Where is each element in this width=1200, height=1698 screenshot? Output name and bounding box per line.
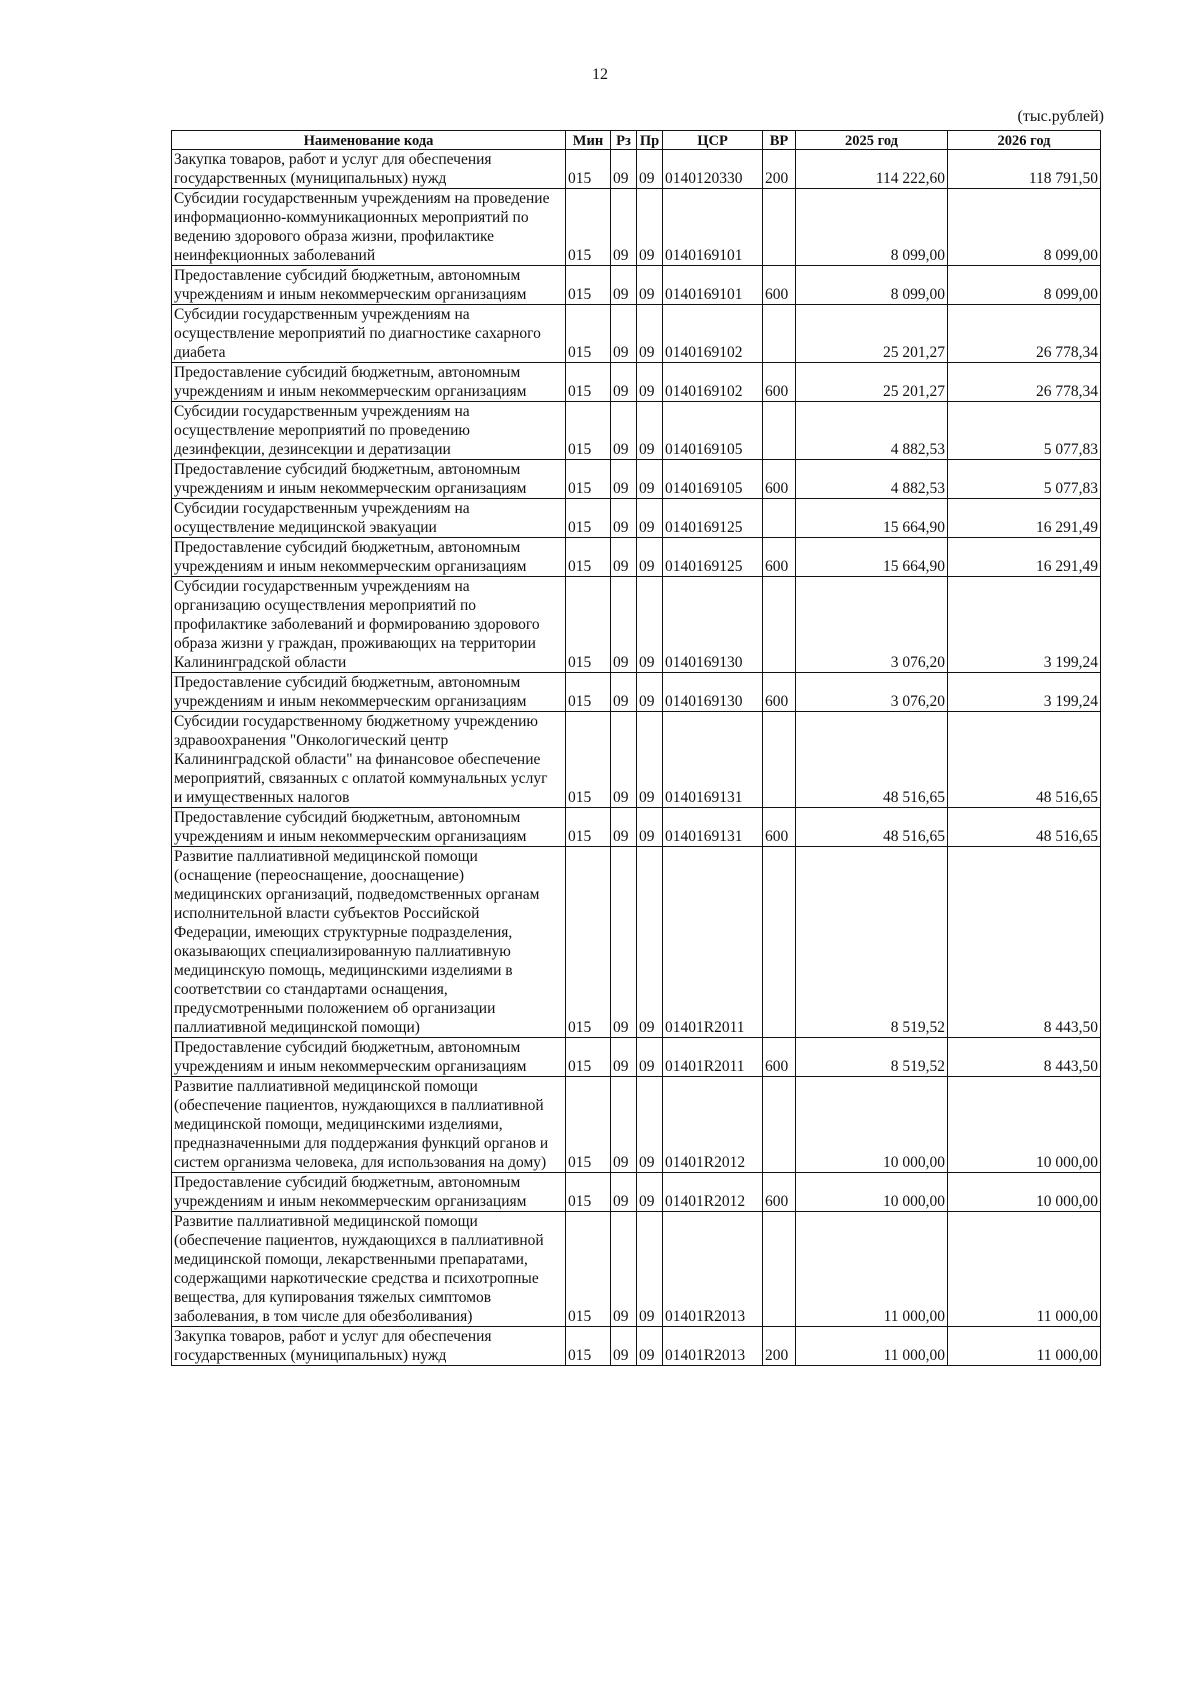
cell-pr: 09 bbox=[637, 847, 663, 1038]
table-header-row bbox=[172, 131, 1101, 150]
cell-pr: 09 bbox=[637, 402, 663, 460]
cell-min: 015 bbox=[566, 363, 611, 402]
cell-pr: 09 bbox=[637, 305, 663, 363]
cell-vr bbox=[763, 305, 796, 363]
cell-2025: 15 664,90 bbox=[796, 499, 948, 538]
cell-rz: 09 bbox=[611, 150, 637, 189]
cell-min: 015 bbox=[566, 189, 611, 266]
table-row bbox=[172, 1173, 1101, 1212]
cell-name: Субсидии государственным учреждениям на осуществление мероприятий по проведению дезинфекции, дезинсекции и дератизации bbox=[172, 402, 566, 460]
cell-csr: 01401R2012 bbox=[663, 1173, 763, 1212]
page-number: 12 bbox=[592, 66, 608, 83]
cell-csr: 0140169102 bbox=[663, 363, 763, 402]
table-row bbox=[172, 673, 1101, 712]
cell-2026: 10 000,00 bbox=[948, 1173, 1101, 1212]
cell-vr: 200 bbox=[763, 1327, 796, 1366]
cell-2026: 8 099,00 bbox=[948, 266, 1101, 305]
cell-name: Субсидии государственным учреждениям на проведение информационно-коммуникационных мероприятий по ведению здорового образа жизни, профилактике неинфекционных заболеваний bbox=[172, 189, 566, 266]
cell-vr: 600 bbox=[763, 1173, 796, 1212]
cell-2026: 11 000,00 bbox=[948, 1327, 1101, 1366]
cell-min: 015 bbox=[566, 266, 611, 305]
cell-name: Предоставление субсидий бюджетным, автономным учреждениям и иным некоммерческим организациям bbox=[172, 266, 566, 305]
cell-min: 015 bbox=[566, 1327, 611, 1366]
cell-vr: 600 bbox=[763, 363, 796, 402]
cell-vr: 600 bbox=[763, 538, 796, 577]
budget-table bbox=[171, 130, 1101, 1366]
cell-2026: 10 000,00 bbox=[948, 1077, 1101, 1173]
cell-vr bbox=[763, 499, 796, 538]
cell-vr: 600 bbox=[763, 266, 796, 305]
cell-name: Закупка товаров, работ и услуг для обеспечения государственных (муниципальных) нужд bbox=[172, 150, 566, 189]
cell-min: 015 bbox=[566, 1077, 611, 1173]
cell-rz: 09 bbox=[611, 363, 637, 402]
cell-2025: 3 076,20 bbox=[796, 673, 948, 712]
cell-2025: 25 201,27 bbox=[796, 363, 948, 402]
cell-vr: 600 bbox=[763, 1038, 796, 1077]
cell-2025: 8 099,00 bbox=[796, 189, 948, 266]
table-row bbox=[172, 1327, 1101, 1366]
table-row bbox=[172, 538, 1101, 577]
cell-pr: 09 bbox=[637, 1038, 663, 1077]
header-name: Наименование кода bbox=[172, 131, 566, 150]
header-vr: ВР bbox=[763, 131, 796, 150]
cell-csr: 01401R2013 bbox=[663, 1327, 763, 1366]
cell-csr: 0140169102 bbox=[663, 305, 763, 363]
cell-min: 015 bbox=[566, 150, 611, 189]
cell-2026: 5 077,83 bbox=[948, 402, 1101, 460]
cell-rz: 09 bbox=[611, 1077, 637, 1173]
units-label: (тыс.рублей) bbox=[1017, 108, 1104, 125]
cell-min: 015 bbox=[566, 460, 611, 499]
cell-csr: 0140169131 bbox=[663, 712, 763, 808]
cell-rz: 09 bbox=[611, 189, 637, 266]
cell-2025: 48 516,65 bbox=[796, 808, 948, 847]
header-min: Мин bbox=[566, 131, 611, 150]
cell-vr: 600 bbox=[763, 808, 796, 847]
cell-csr: 0140169105 bbox=[663, 402, 763, 460]
table-row bbox=[172, 1077, 1101, 1173]
cell-2025: 8 519,52 bbox=[796, 1038, 948, 1077]
cell-2026: 8 099,00 bbox=[948, 189, 1101, 266]
cell-2026: 5 077,83 bbox=[948, 460, 1101, 499]
cell-rz: 09 bbox=[611, 1212, 637, 1327]
cell-vr: 600 bbox=[763, 673, 796, 712]
cell-name: Предоставление субсидий бюджетным, автономным учреждениям и иным некоммерческим организациям bbox=[172, 363, 566, 402]
cell-name: Закупка товаров, работ и услуг для обеспечения государственных (муниципальных) нужд bbox=[172, 1327, 566, 1366]
cell-vr bbox=[763, 1212, 796, 1327]
table-row bbox=[172, 402, 1101, 460]
cell-pr: 09 bbox=[637, 150, 663, 189]
cell-2026: 48 516,65 bbox=[948, 808, 1101, 847]
cell-rz: 09 bbox=[611, 1038, 637, 1077]
cell-2025: 4 882,53 bbox=[796, 402, 948, 460]
cell-2026: 26 778,34 bbox=[948, 363, 1101, 402]
cell-2026: 3 199,24 bbox=[948, 577, 1101, 673]
header-csr: ЦСР bbox=[663, 131, 763, 150]
cell-csr: 0140169130 bbox=[663, 673, 763, 712]
cell-rz: 09 bbox=[611, 1173, 637, 1212]
cell-csr: 0140169105 bbox=[663, 460, 763, 499]
cell-min: 015 bbox=[566, 808, 611, 847]
cell-pr: 09 bbox=[637, 1212, 663, 1327]
table-row bbox=[172, 305, 1101, 363]
cell-2025: 8 099,00 bbox=[796, 266, 948, 305]
cell-min: 015 bbox=[566, 538, 611, 577]
cell-2026: 3 199,24 bbox=[948, 673, 1101, 712]
table-row bbox=[172, 363, 1101, 402]
cell-name: Субсидии государственным учреждениям на осуществление мероприятий по диагностике сахарного диабета bbox=[172, 305, 566, 363]
cell-rz: 09 bbox=[611, 538, 637, 577]
cell-2025: 25 201,27 bbox=[796, 305, 948, 363]
cell-2026: 26 778,34 bbox=[948, 305, 1101, 363]
table-row bbox=[172, 460, 1101, 499]
table-row bbox=[172, 712, 1101, 808]
cell-pr: 09 bbox=[637, 808, 663, 847]
cell-min: 015 bbox=[566, 305, 611, 363]
cell-csr: 01401R2012 bbox=[663, 1077, 763, 1173]
cell-2026: 48 516,65 bbox=[948, 712, 1101, 808]
cell-pr: 09 bbox=[637, 363, 663, 402]
table-row bbox=[172, 808, 1101, 847]
cell-2025: 48 516,65 bbox=[796, 712, 948, 808]
table-row bbox=[172, 189, 1101, 266]
cell-name: Предоставление субсидий бюджетным, автономным учреждениям и иным некоммерческим организациям bbox=[172, 1038, 566, 1077]
cell-pr: 09 bbox=[637, 189, 663, 266]
cell-2026: 16 291,49 bbox=[948, 538, 1101, 577]
table-body bbox=[172, 150, 1101, 1366]
cell-pr: 09 bbox=[637, 460, 663, 499]
cell-csr: 0140120330 bbox=[663, 150, 763, 189]
table-row bbox=[172, 1212, 1101, 1327]
table-row bbox=[172, 499, 1101, 538]
cell-min: 015 bbox=[566, 712, 611, 808]
cell-name: Предоставление субсидий бюджетным, автономным учреждениям и иным некоммерческим организациям bbox=[172, 538, 566, 577]
cell-csr: 01401R2011 bbox=[663, 1038, 763, 1077]
cell-min: 015 bbox=[566, 1038, 611, 1077]
cell-pr: 09 bbox=[637, 1077, 663, 1173]
header-pr: Пр bbox=[637, 131, 663, 150]
cell-min: 015 bbox=[566, 673, 611, 712]
cell-min: 015 bbox=[566, 1173, 611, 1212]
cell-rz: 09 bbox=[611, 460, 637, 499]
cell-rz: 09 bbox=[611, 808, 637, 847]
cell-2026: 8 443,50 bbox=[948, 847, 1101, 1038]
cell-2025: 4 882,53 bbox=[796, 460, 948, 499]
cell-vr bbox=[763, 1077, 796, 1173]
cell-rz: 09 bbox=[611, 577, 637, 673]
cell-vr bbox=[763, 577, 796, 673]
cell-rz: 09 bbox=[611, 673, 637, 712]
cell-rz: 09 bbox=[611, 1327, 637, 1366]
cell-min: 015 bbox=[566, 402, 611, 460]
table-row bbox=[172, 1038, 1101, 1077]
header-rz: Рз bbox=[611, 131, 637, 150]
cell-2025: 10 000,00 bbox=[796, 1173, 948, 1212]
cell-min: 015 bbox=[566, 577, 611, 673]
cell-2026: 8 443,50 bbox=[948, 1038, 1101, 1077]
cell-csr: 0140169101 bbox=[663, 266, 763, 305]
cell-vr: 200 bbox=[763, 150, 796, 189]
cell-pr: 09 bbox=[637, 673, 663, 712]
cell-2025: 10 000,00 bbox=[796, 1077, 948, 1173]
cell-rz: 09 bbox=[611, 847, 637, 1038]
cell-rz: 09 bbox=[611, 402, 637, 460]
cell-name: Предоставление субсидий бюджетным, автономным учреждениям и иным некоммерческим организациям bbox=[172, 1173, 566, 1212]
cell-csr: 01401R2013 bbox=[663, 1212, 763, 1327]
cell-name: Субсидии государственным учреждениям на организацию осуществления мероприятий по профилактике заболеваний и формированию здорового образа жизни у граждан, проживающих на территории Калининградской области bbox=[172, 577, 566, 673]
cell-csr: 0140169125 bbox=[663, 538, 763, 577]
cell-pr: 09 bbox=[637, 577, 663, 673]
cell-2025: 8 519,52 bbox=[796, 847, 948, 1038]
cell-pr: 09 bbox=[637, 1173, 663, 1212]
cell-2025: 11 000,00 bbox=[796, 1212, 948, 1327]
cell-min: 015 bbox=[566, 847, 611, 1038]
cell-2025: 15 664,90 bbox=[796, 538, 948, 577]
cell-pr: 09 bbox=[637, 1327, 663, 1366]
cell-csr: 0140169125 bbox=[663, 499, 763, 538]
cell-rz: 09 bbox=[611, 305, 637, 363]
header-2025: 2025 год bbox=[796, 131, 948, 150]
cell-min: 015 bbox=[566, 499, 611, 538]
cell-csr: 0140169101 bbox=[663, 189, 763, 266]
cell-vr bbox=[763, 712, 796, 808]
cell-name: Развитие паллиативной медицинской помощи (оснащение (переоснащение, дооснащение) медицинских организаций, подведомственных органам исполнительной власти субъектов Российской Федерации, имеющих структурные подразделения, оказывающих специализированную паллиативную медицинскую помощь, медицинскими изделиями в соответствии со стандартами оснащения, предусмотренными положением об организации паллиативной медицинской помощи) bbox=[172, 847, 566, 1038]
cell-name: Предоставление субсидий бюджетным, автономным учреждениям и иным некоммерческим организациям bbox=[172, 673, 566, 712]
cell-pr: 09 bbox=[637, 712, 663, 808]
cell-csr: 0140169130 bbox=[663, 577, 763, 673]
cell-vr bbox=[763, 847, 796, 1038]
cell-name: Субсидии государственным учреждениям на осуществление медицинской эвакуации bbox=[172, 499, 566, 538]
cell-pr: 09 bbox=[637, 266, 663, 305]
cell-csr: 0140169131 bbox=[663, 808, 763, 847]
cell-rz: 09 bbox=[611, 499, 637, 538]
cell-min: 015 bbox=[566, 1212, 611, 1327]
cell-2026: 16 291,49 bbox=[948, 499, 1101, 538]
cell-2025: 3 076,20 bbox=[796, 577, 948, 673]
cell-pr: 09 bbox=[637, 499, 663, 538]
cell-vr bbox=[763, 189, 796, 266]
cell-name: Предоставление субсидий бюджетным, автономным учреждениям и иным некоммерческим организациям bbox=[172, 460, 566, 499]
cell-name: Предоставление субсидий бюджетным, автономным учреждениям и иным некоммерческим организациям bbox=[172, 808, 566, 847]
cell-vr bbox=[763, 402, 796, 460]
table-row bbox=[172, 266, 1101, 305]
cell-rz: 09 bbox=[611, 712, 637, 808]
table-row bbox=[172, 847, 1101, 1038]
cell-2025: 11 000,00 bbox=[796, 1327, 948, 1366]
cell-name: Развитие паллиативной медицинской помощи (обеспечение пациентов, нуждающихся в паллиативной медицинской помощи, медицинскими изделиями, предназначенными для поддержания функций органов и систем организма человека, для использования на дому) bbox=[172, 1077, 566, 1173]
table-row bbox=[172, 577, 1101, 673]
cell-rz: 09 bbox=[611, 266, 637, 305]
cell-2026: 118 791,50 bbox=[948, 150, 1101, 189]
cell-2026: 11 000,00 bbox=[948, 1212, 1101, 1327]
cell-vr: 600 bbox=[763, 460, 796, 499]
cell-csr: 01401R2011 bbox=[663, 847, 763, 1038]
cell-name: Развитие паллиативной медицинской помощи (обеспечение пациентов, нуждающихся в паллиативной медицинской помощи, лекарственными препаратами, содержащими наркотические средства и психотропные вещества, для купирования тяжелых симптомов заболевания, в том числе для обезболивания) bbox=[172, 1212, 566, 1327]
header-2026: 2026 год bbox=[948, 131, 1101, 150]
table-row bbox=[172, 150, 1101, 189]
cell-2025: 114 222,60 bbox=[796, 150, 948, 189]
cell-pr: 09 bbox=[637, 538, 663, 577]
cell-name: Субсидии государственному бюджетному учреждению здравоохранения "Онкологический центр Калининградской области" на финансовое обеспечение мероприятий, связанных с оплатой коммунальных услуг и имущественных налогов bbox=[172, 712, 566, 808]
